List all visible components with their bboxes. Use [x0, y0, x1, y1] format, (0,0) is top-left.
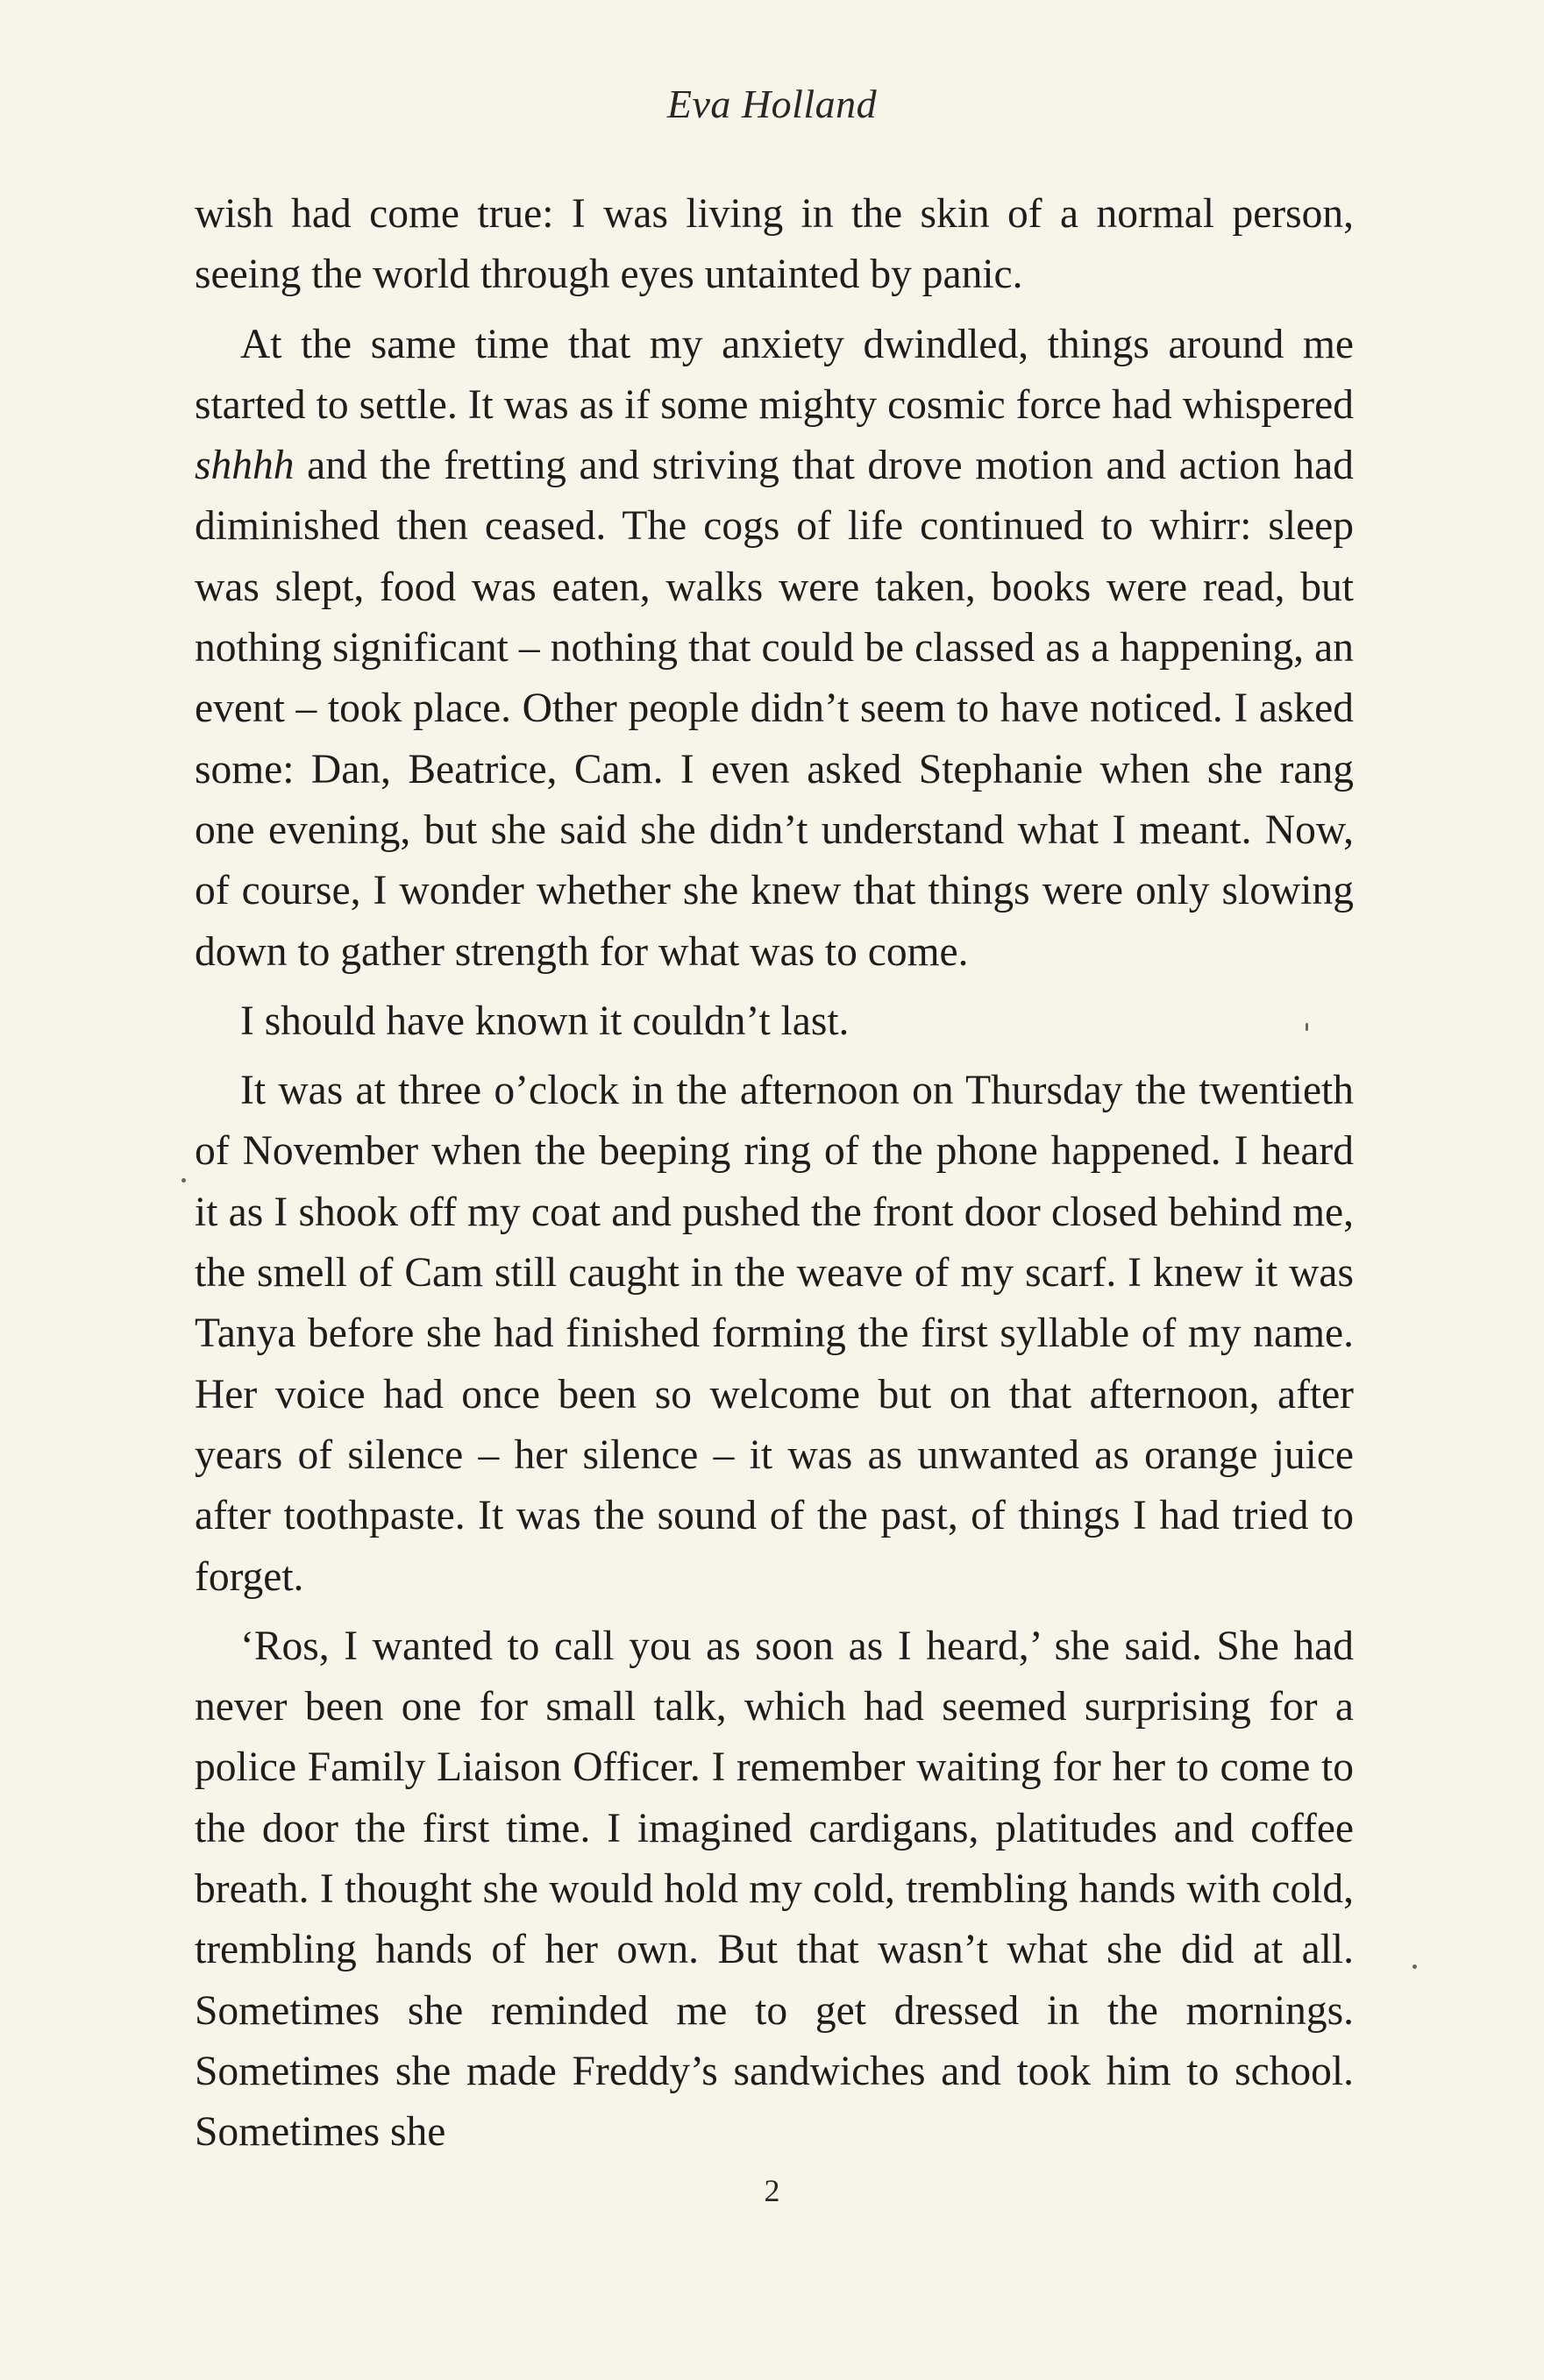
paragraph-2-text-a: At the same time that my anxiety dwindled, things around me started to settle. It was as if some mighty cosmic force had whispered [195, 321, 1354, 428]
paragraph-1 [195, 184, 1354, 306]
paper-speck [1412, 1964, 1417, 1969]
paragraph-2 [195, 315, 1354, 983]
body-text [195, 184, 1354, 2163]
paper-speck [1306, 1023, 1308, 1031]
paragraph-4 [195, 1061, 1354, 1608]
paragraph-1-text: wish had come true: I was living in the skin of a normal person, seeing the world through eyes untainted by panic. [195, 191, 1354, 298]
paragraph-2-text-b: and the fretting and striving that drove motion and action had diminished then ceased. The cogs of life continued to whirr: sleep was slept, food was eaten, walks were taken, books were read, but nothing significant – nothing that could be classed as a happening, an event – took place. Other people didn’t seem to have noticed. I asked some: Dan, Beatrice, Cam. I even asked Stephanie when she rang one evening, but she said she didn’t understand what I meant. Now, of course, I wonder whether she knew that things were only slowing down to gather strength for what was to come. [195, 443, 1354, 975]
paragraph-2-italic: shhhh [195, 443, 295, 489]
paragraph-5-text: ‘Ros, I wanted to call you as soon as I heard,’ she said. She had never been one for small talk, which had seemed surprising for a police Family Liaison Officer. I remember waiting for her to come to the door the first time. I imagined cardigans, platitudes and coffee breath. I thought she would hold my cold, trembling hands with cold, trembling hands of her own. But that wasn’t what she did at all. Sometimes she reminded me to get dressed in the mornings. Sometimes she made Freddy’s sandwiches and took him to school. Sometimes she [195, 1623, 1354, 2156]
page-number: 2 [764, 2173, 780, 2208]
paper-speck [181, 1178, 186, 1183]
paragraph-5 [195, 1616, 1354, 2163]
paragraph-4-text: It was at three o’clock in the afternoon on Thursday the twentieth of November when the beeping ring of the phone happened. I heard it as I shook off my coat and pushed the front door closed behind me, the smell of Cam still caught in the weave of my scarf. I knew it was Tanya before she had finished forming the first syllable of my name. Her voice had once been so welcome but on that afternoon, after years of silence – her silence – it was as unwanted as orange juice after toothpaste. It was the sound of the past, of things I had tried to forget. [195, 1068, 1354, 1600]
running-head-author: Eva Holland [666, 82, 878, 126]
paragraph-3 [195, 991, 1354, 1052]
paragraph-3-text: I should have known it couldn’t last. [240, 998, 850, 1044]
